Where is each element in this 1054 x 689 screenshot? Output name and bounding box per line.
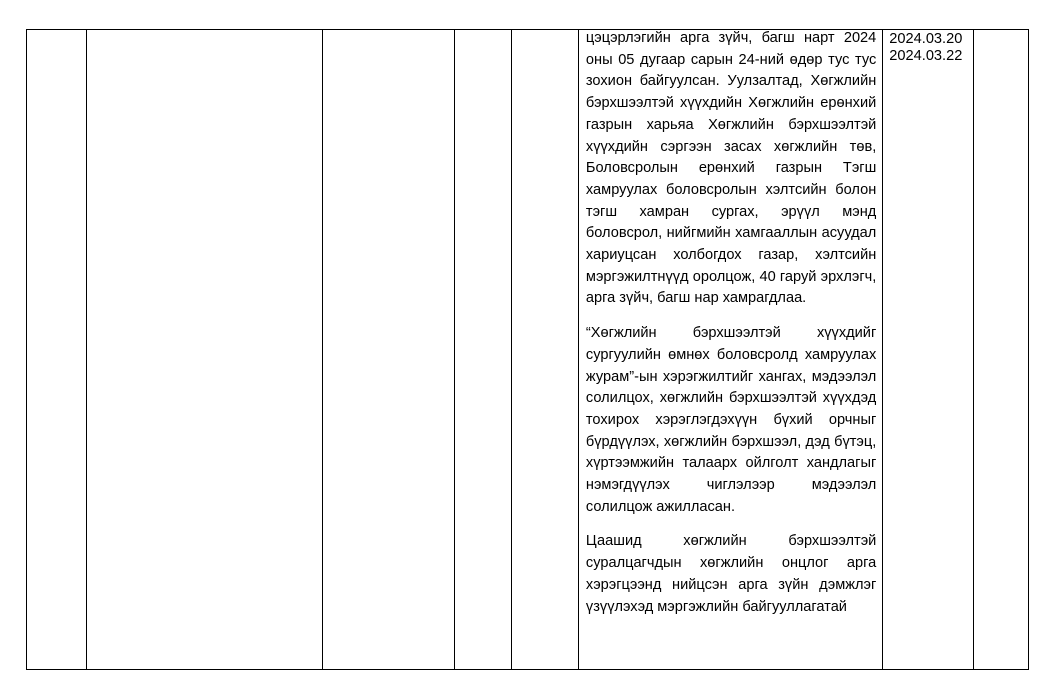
column-implementation [579,30,883,669]
report-table [26,29,1029,670]
column-measure [455,30,512,669]
implementation-paragraph-2: “Хөгжлийн бэрхшээлтэй хүүхдийг сургуулийн өмнөх боловсролд хамруулах журам”-ын хэрэгжилтийг хангах, мэдээлэл солилцох, хөгжлийн бэрхшээлтэй хүүхдэд тохирох хэрэглэгдэхүүн бүхий орчныг бүрдүүлэх, хөгжлийн бэрхшээл, дэд бүтэц, хүртээмжийн талаарх ойлголт хандлагыг нэмэгдүүлэх чиглэлээр мэдээлэл солилцож ажилласан. [585,325,877,515]
implementation-paragraph-3: Цаашид хөгжлийн бэрхшээлтэй суралцагчдын хөгжлийн онцлог арга хэрэгцээнд нийцсэн арга зүйн дэмжлэг үзүүлэхэд мэргэжлийн байгууллагатай [585,533,877,615]
column-target [512,30,579,669]
column-notes [974,30,1028,669]
column-number [27,30,87,669]
date-list [883,30,973,66]
column-activity [87,30,324,669]
column-date [883,30,974,669]
date-start: 2024.03.20 [889,31,963,47]
column-indicator [323,30,455,669]
implementation-paragraph-1: цэцэрлэгийн арга зүйч, багш нарт 2024 оны 05 дугаар сарын 24-ний өдөр тус тус зохион байгуулсан. Уулзалтад, Хөгжлийн бэрхшээлтэй хүүхдийн Хөгжлийн ерөнхий газрын харьяа Хөгжлийн бэрхшээлтэй хүүхдийн сэргээн засах хөгжлийн төв, Боловсролын ерөнхий газрын Тэгш хамруулах боловсролын хэлтсийн болон тэгш хамран сургах, эрүүл мэнд боловсрол, нийгмийн хамгааллын асуудал хариуцсан холбогдох газар, хэлтсийн мэргэжилтнүүд оролцож, 40 гаруй эрхлэгч, арга зүйч, багш нар хамрагдлаа. [585,30,877,307]
date-end: 2024.03.22 [889,48,963,65]
implementation-text [579,30,882,618]
